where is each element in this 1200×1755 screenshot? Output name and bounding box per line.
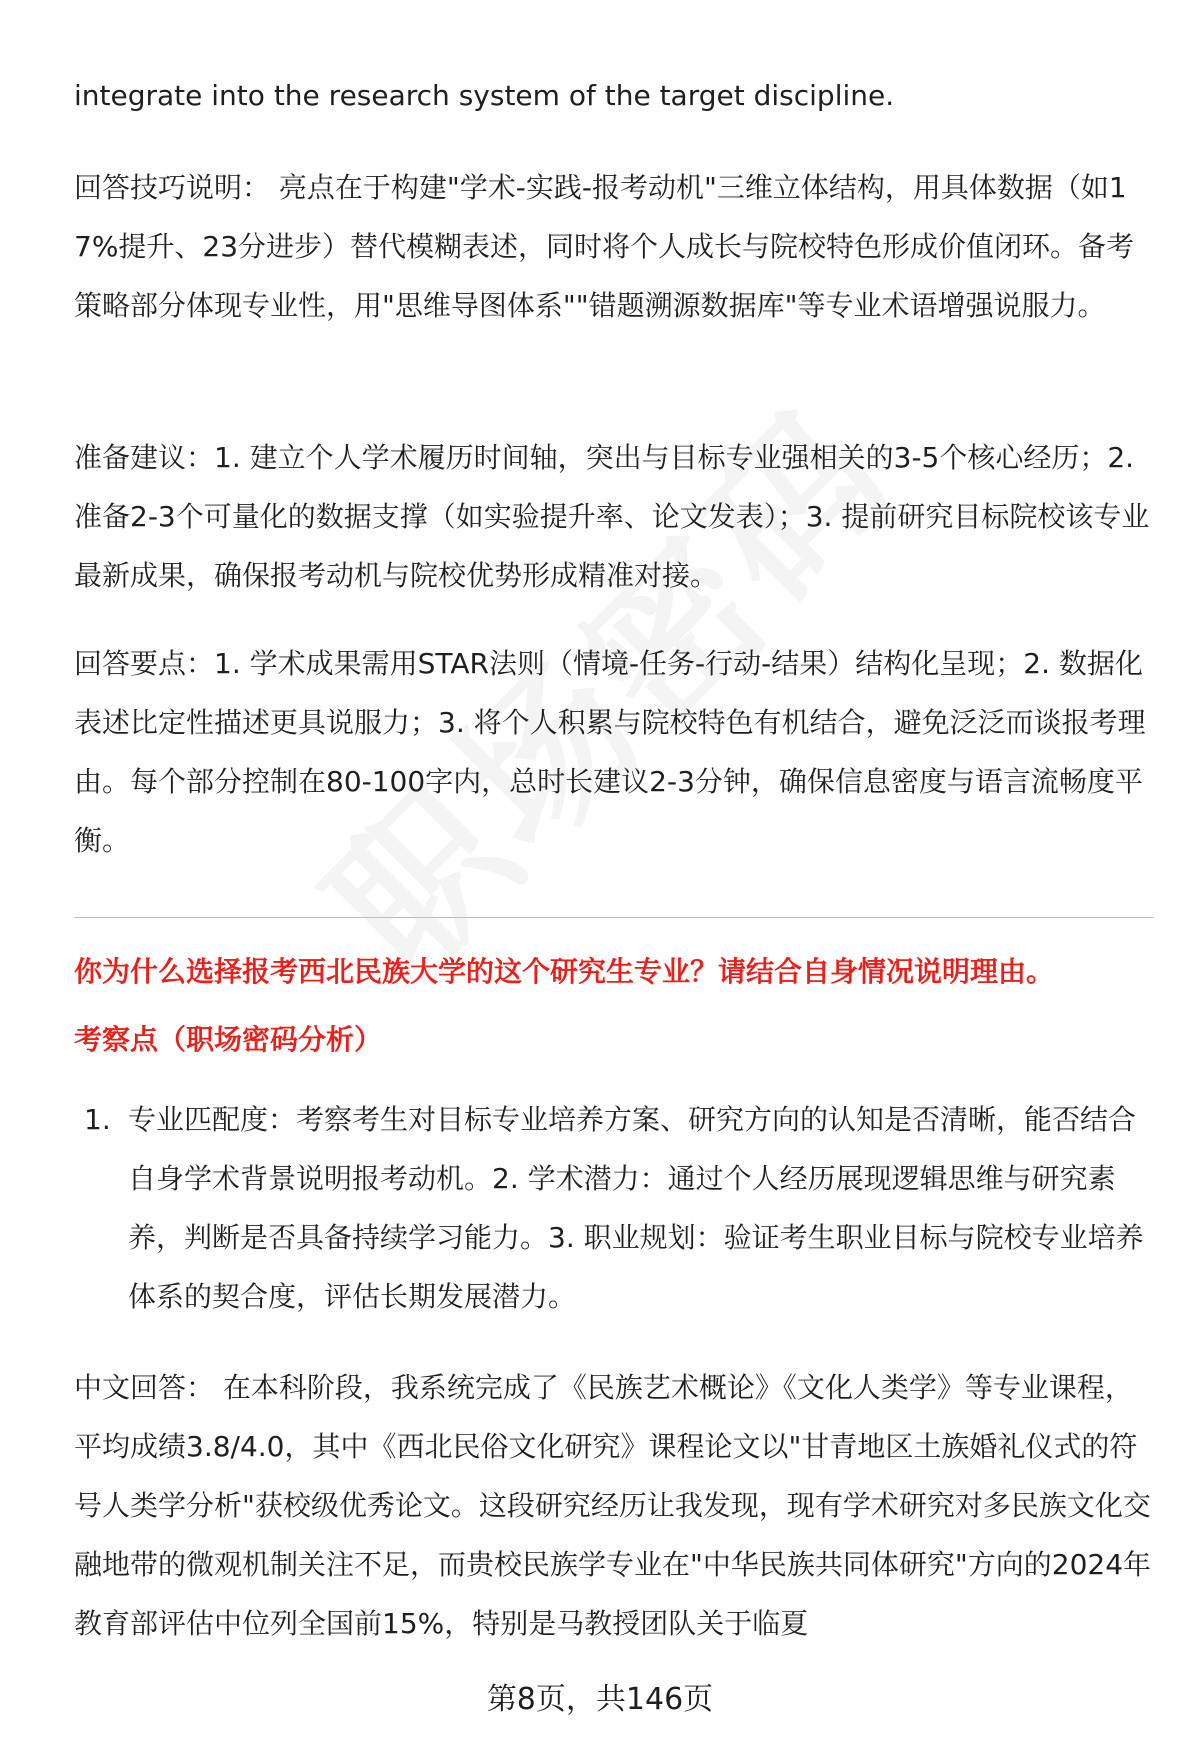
question-title: 你为什么选择报考西北民族大学的这个研究生专业？请结合自身情况说明理由。 xyxy=(74,955,1055,988)
keys-paragraph xyxy=(74,634,1154,870)
answer-text: 在本科阶段，我系统完成了《民族艺术概论》《文化人类学》等专业课程，平均成绩3.8/4.0，其中《西北民俗文化研究》课程论文以"甘青地区土族婚礼仪式的符号人类学分析"获校级优秀论文。这段研究经历让我发现，现有学术研究对多民族文化交融地带的微观机制关注不足，而贵校民族学专业在"中华民族共同体研究"方向的2024年教育部评估中位列全国前15%，特别是马教授团队关于临夏 xyxy=(74,1371,1152,1640)
document-page xyxy=(74,0,1154,1755)
tips-label: 回答技巧说明： xyxy=(74,171,271,204)
keys-text: 1. 学术成果需用STAR法则（情境-任务-行动-结果）结构化呈现；2. 数据化表述比定性描述更具说服力；3. 将个人积累与院校特色有机结合，避免泛泛而谈报考理由。每个部分控制在80-100字内，总时长建议2-3分钟，确保信息密度与语言流畅度平衡。 xyxy=(74,647,1146,857)
prep-label: 准备建议： xyxy=(74,441,215,474)
prep-paragraph xyxy=(74,428,1154,605)
list-item-text: 专业匹配度：考察考生对目标专业培养方案、研究方向的认知是否清晰，能否结合自身学术背景说明报考动机。2. 学术潜力：通过个人经历展现逻辑思维与研究素养，判断是否具备持续学习能力。3. 职业规划：验证考生职业目标与院校专业培养体系的契合度，评估长期发展潜力。 xyxy=(128,1103,1144,1313)
tips-paragraph xyxy=(74,158,1154,335)
answer-label: 中文回答： xyxy=(74,1371,215,1404)
tips-text: 亮点在于构建"学术-实践-报考动机"三维立体结构，用具体数据（如17%提升、23分进步）替代模糊表述，同时将个人成长与院校特色形成价值闭环。备考策略部分体现专业性，用"思维导图体系""错题溯源数据库"等专业术语增强说服力。 xyxy=(74,171,1135,322)
prep-text: 1. 建立个人学术履历时间轴，突出与目标专业强相关的3-5个核心经历；2. 准备2-3个可量化的数据支撑（如实验提升率、论文发表）；3. 提前研究目标院校该专业最新成果，确保报考动机与院校优势形成精准对接。 xyxy=(74,441,1150,592)
list-item-number: 1. xyxy=(84,1103,111,1136)
question-subtitle: 考察点（职场密码分析） xyxy=(74,1023,383,1056)
assessment-list xyxy=(84,1090,1154,1326)
answer-paragraph xyxy=(74,1358,1154,1653)
section-divider xyxy=(74,917,1154,918)
intro-line: integrate into the research system of the target discipline. xyxy=(74,79,895,112)
list-item xyxy=(84,1090,1154,1326)
page-footer: 第8页，共146页 xyxy=(486,1682,714,1717)
keys-label: 回答要点： xyxy=(74,647,215,680)
